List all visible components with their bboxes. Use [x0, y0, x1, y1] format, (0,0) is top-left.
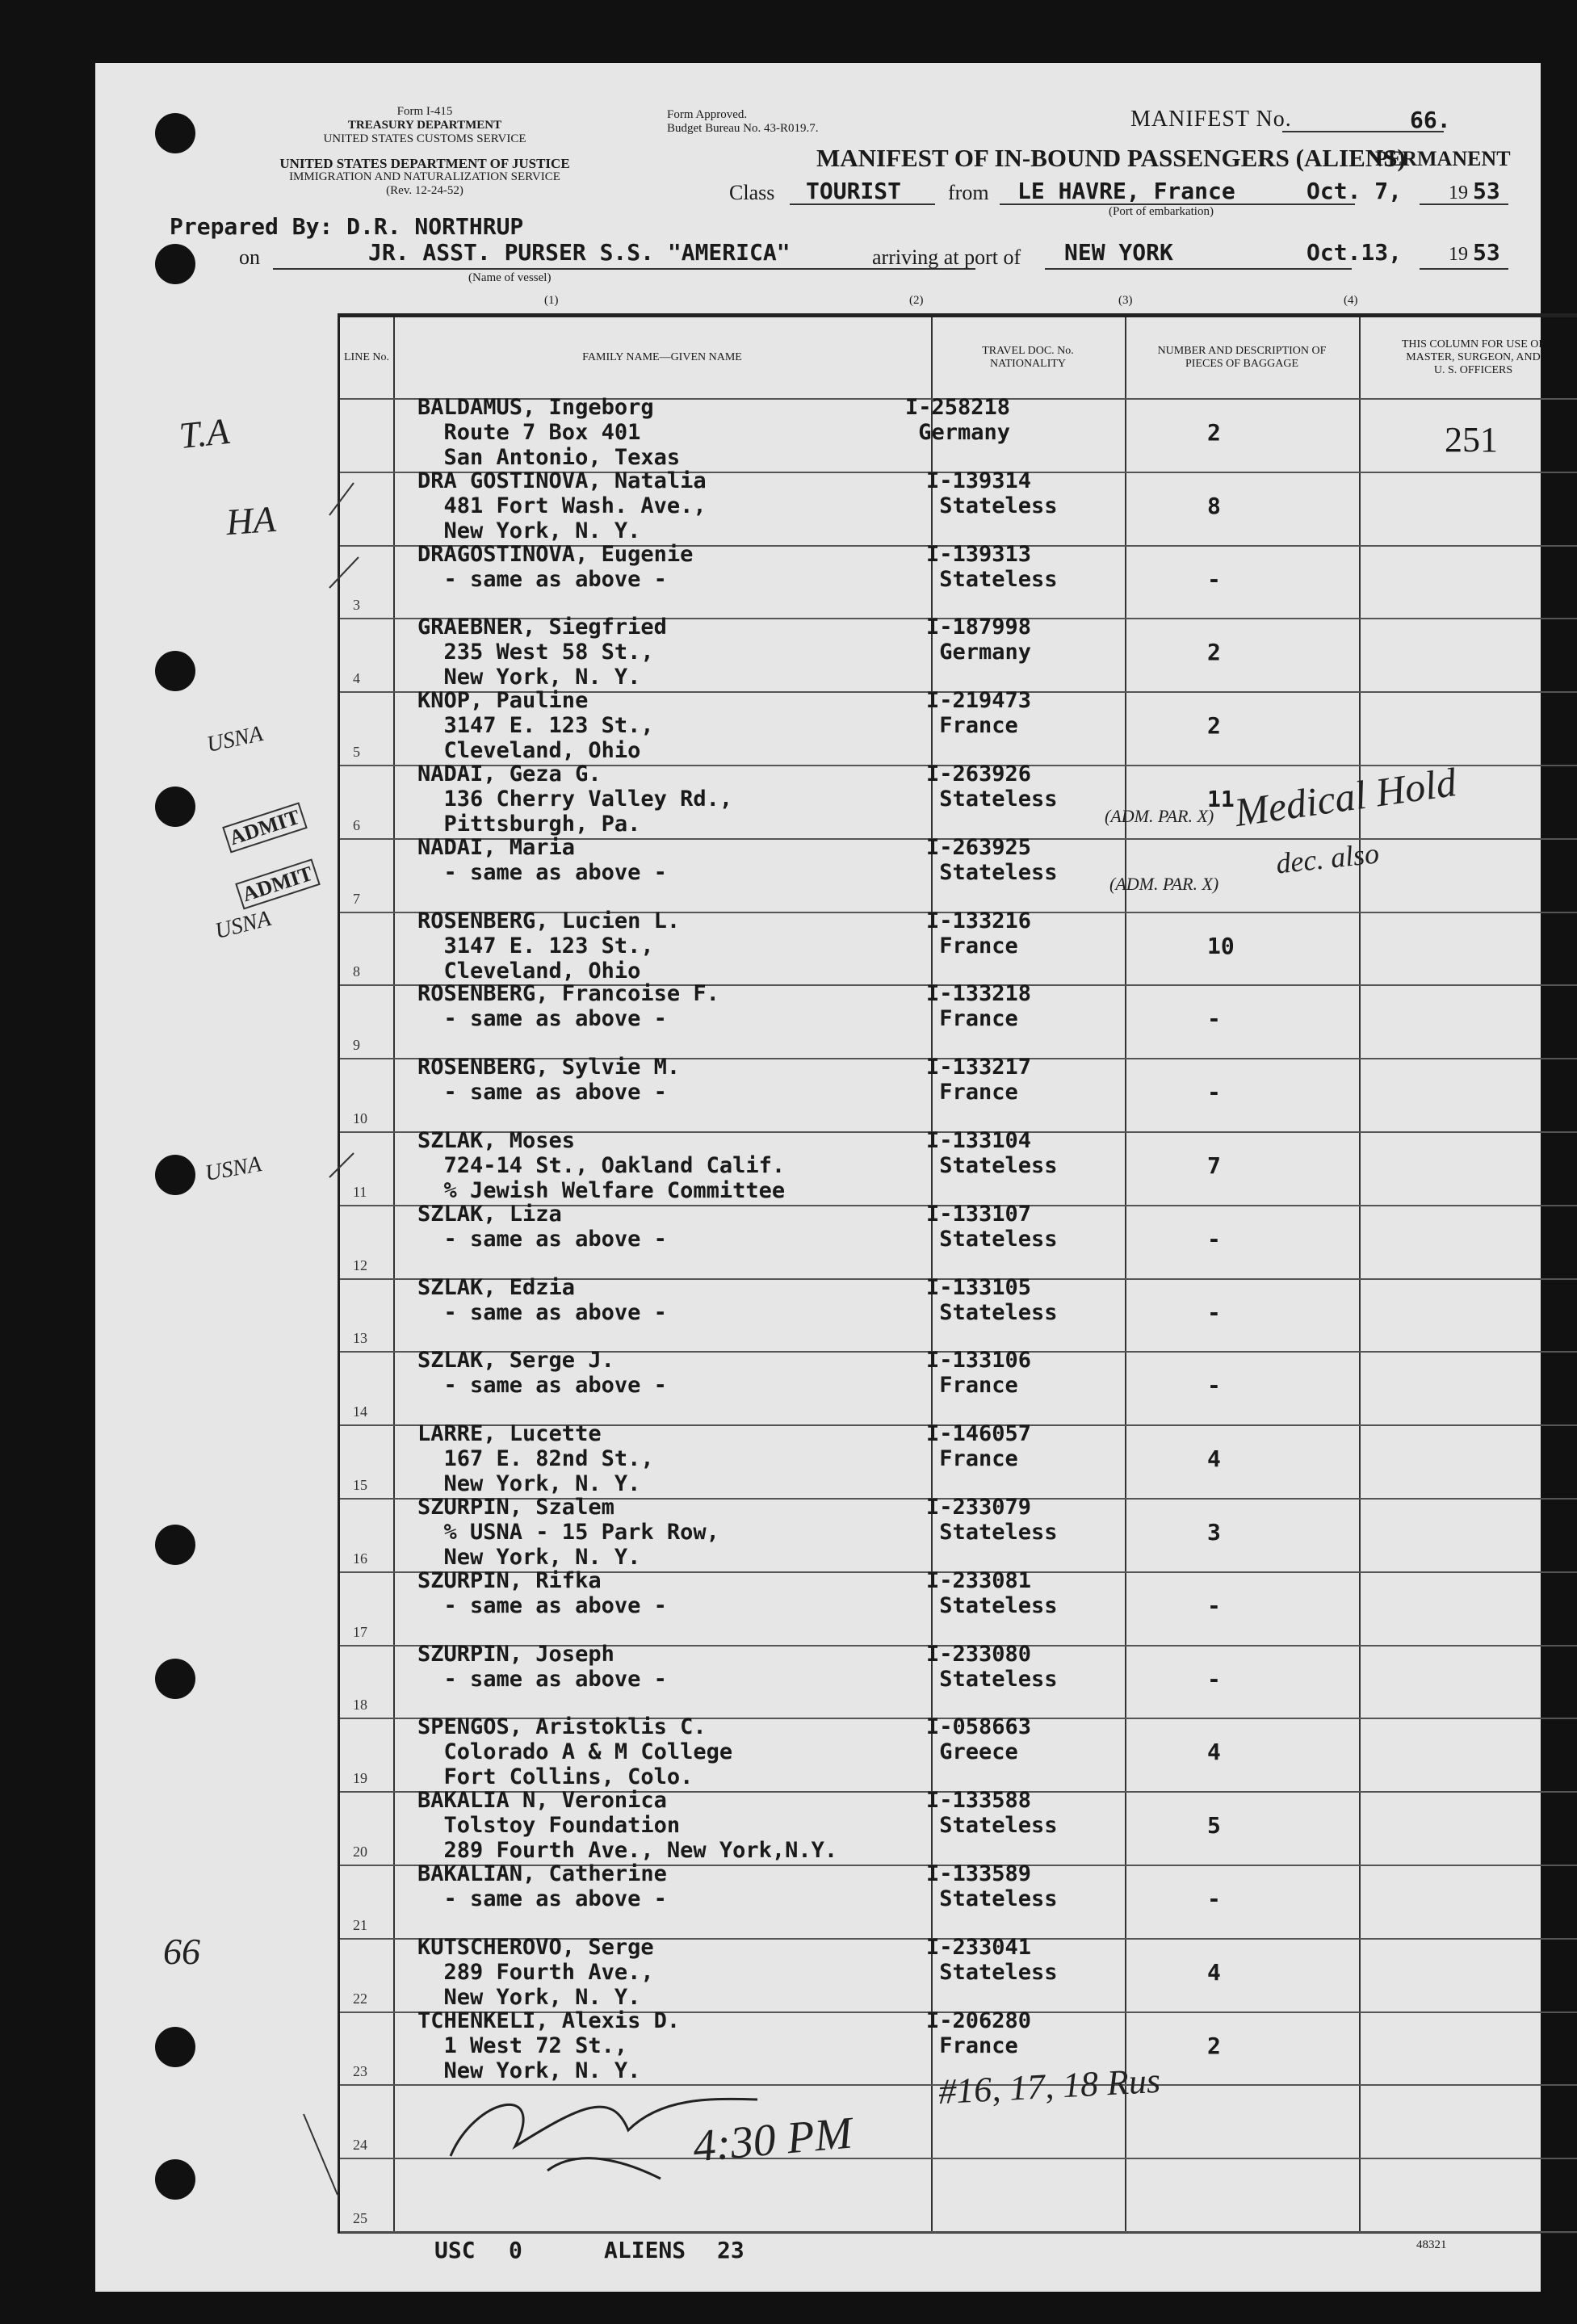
passenger-name: ROSENBERG, Lucien L. 3147 E. 123 St., Cleveland, Ohio	[417, 908, 681, 984]
passenger-name: SZLAK, Edzia - same as above -	[417, 1274, 667, 1325]
on-label: on	[239, 245, 260, 269]
annotation-usna-2: USNA	[212, 906, 274, 945]
travel-doc: I-233080 Stateless	[926, 1641, 1058, 1692]
line-number: 25	[353, 2209, 367, 2226]
baggage-count: 8	[1207, 492, 1221, 519]
travel-doc: I-058663 Greece	[926, 1714, 1032, 1765]
baggage-count: 11	[1207, 786, 1235, 812]
passenger-name: KUTSCHEROVO, Serge 289 Fourth Ave., New York, N. Y.	[417, 1934, 654, 2010]
arrival-year: 53	[1473, 239, 1500, 266]
annotation-same-hold: dec. also	[1274, 837, 1381, 880]
passenger-name: SPENGOS, Aristoklis C. Colorado A & M College Fort Collins, Colo.	[417, 1714, 733, 1790]
annotation-ha: HA	[224, 497, 278, 543]
manifest-label: MANIFEST No.	[1130, 107, 1292, 132]
usc-label: USC	[434, 2237, 476, 2263]
arrival-year-prefix: 19	[1449, 244, 1468, 265]
line-number: 19	[353, 1770, 367, 1787]
header-name: FAMILY NAME—GIVEN NAME	[582, 351, 742, 363]
travel-doc: I-219473 France	[926, 688, 1032, 739]
passenger-name: DRAGOSTINOVA, Eugenie - same as above -	[417, 541, 694, 592]
departure-year-prefix: 19	[1449, 182, 1468, 203]
travel-doc: I-133218 France	[926, 981, 1032, 1032]
travel-doc: I-133107 Stateless	[926, 1201, 1058, 1252]
manifest-title: MANIFEST OF IN-BOUND PASSENGERS (ALIENS)	[816, 144, 1406, 172]
travel-doc: I-263925 Stateless	[926, 834, 1058, 885]
aliens-count: 23	[717, 2237, 744, 2263]
manifest-number: 66.	[1410, 107, 1451, 133]
baggage-count: 2	[1207, 712, 1221, 740]
travel-doc: I-133589 Stateless	[926, 1861, 1058, 1911]
travel-doc: I-206280 France	[926, 2007, 1032, 2058]
baggage-count: -	[1207, 1372, 1221, 1399]
usc-count: 0	[509, 2237, 522, 2263]
header-doc: TRAVEL DOC. No. NATIONALITY	[982, 345, 1074, 370]
line-number: 8	[353, 963, 360, 980]
passenger-name: GRAEBNER, Siegfried 235 West 58 St., New York, N. Y.	[417, 615, 667, 690]
arriving-label: arriving at port of	[872, 245, 1021, 269]
pencil-line	[329, 483, 354, 515]
embarkation-port: LE HAVRE, France	[1017, 178, 1235, 204]
annotation-medical-hold: Medical Hold	[1231, 759, 1459, 835]
line-number: 21	[353, 1916, 367, 1933]
signature-stroke	[547, 2158, 661, 2179]
baggage-count: 4	[1207, 1739, 1221, 1766]
baggage-count: -	[1207, 1665, 1221, 1693]
travel-doc: I-233079 Stateless	[926, 1495, 1058, 1545]
travel-doc: I-133105 Stateless	[926, 1274, 1058, 1325]
passenger-name: ROSENBERG, Francoise F. - same as above -	[417, 981, 719, 1032]
signature-stroke	[451, 2099, 757, 2156]
annotation-admit-stamp-2: ADMIT	[235, 858, 320, 909]
baggage-count: 4	[1207, 1445, 1221, 1473]
travel-doc: I-133216 France	[926, 908, 1032, 959]
doj: UNITED STATES DEPARTMENT OF JUSTICE	[279, 156, 570, 171]
class-label: Class	[729, 181, 775, 204]
line-number: 23	[353, 2063, 367, 2080]
approved-text: Form Approved.	[667, 108, 748, 121]
from-label: from	[948, 181, 989, 204]
handwriting-marks	[95, 63, 1541, 2292]
annotation-usna-1: USNA	[204, 721, 266, 757]
annotation-rows-note: #16, 17, 18 Rus	[937, 2060, 1162, 2112]
baggage-count: -	[1207, 1005, 1221, 1033]
class-value: TOURIST	[806, 178, 902, 204]
travel-doc: I-133104 Stateless	[926, 1128, 1058, 1178]
col-number-4: (4)	[1344, 294, 1358, 307]
embarkation-label: (Port of embarkation)	[1109, 205, 1214, 218]
arrival-port: NEW YORK	[1064, 239, 1173, 266]
col-number-3: (3)	[1118, 294, 1133, 307]
customs-service: UNITED STATES CUSTOMS SERVICE	[323, 132, 526, 145]
annotation-time: 4:30 PM	[690, 2108, 854, 2172]
baggage-count: 4	[1207, 1958, 1221, 1986]
budget-text: Budget Bureau No. 43-R019.7.	[667, 122, 819, 135]
line-number: 5	[353, 743, 360, 760]
departure-year: 53	[1473, 178, 1500, 204]
travel-doc: I-187998 Germany	[926, 615, 1032, 665]
passenger-name: BAKALIA N, Veronica Tolstoy Foundation 289 Fourth Ave., New York,N.Y.	[417, 1788, 838, 1864]
annotation-adm-par-1: (ADM. PAR. X)	[1105, 806, 1214, 826]
stamp-number: 48321	[1416, 2238, 1447, 2251]
baggage-count: 5	[1207, 1812, 1221, 1839]
arrival-date: Oct.13,	[1306, 239, 1403, 266]
departure-date: Oct. 7,	[1306, 178, 1403, 204]
baggage-count: 2	[1207, 419, 1221, 446]
line-number: 10	[353, 1110, 367, 1126]
pencil-line	[329, 1153, 354, 1177]
passenger-name: BAKALIAN, Catherine - same as above -	[417, 1861, 667, 1911]
annotation-usna-3: USNA	[203, 1152, 264, 1186]
permanent-label: PERMANENT	[1375, 147, 1511, 170]
baggage-count: -	[1207, 565, 1221, 593]
annotation-66: 66	[163, 1931, 200, 1972]
baggage-count: -	[1207, 1298, 1221, 1326]
passenger-name: NADAI, Maria - same as above -	[417, 834, 667, 885]
annotation-ta: T.A	[177, 409, 232, 457]
line-number: 11	[353, 1183, 367, 1200]
line-number: 7	[353, 890, 360, 907]
travel-doc: I-233041 Stateless	[926, 1934, 1058, 1985]
passenger-name: DRA GOSTINOVA, Natalia 481 Fort Wash. Ave., New York, N. Y.	[417, 468, 707, 543]
passenger-name: SZLAK, Serge J. - same as above -	[417, 1348, 667, 1399]
travel-doc: I-258218 Germany	[905, 395, 1011, 445]
passenger-name: SZLAK, Moses 724-14 St., Oakland Calif. % Jewish Welfare Committee	[417, 1128, 786, 1203]
treasury-dept: TREASURY DEPARTMENT	[347, 119, 502, 132]
passenger-name: LARRE, Lucette 167 E. 82nd St., New York, N. Y.	[417, 1421, 654, 1497]
officer-number: 251	[1445, 420, 1498, 459]
vessel-label: (Name of vessel)	[468, 271, 552, 284]
travel-doc: I-139313 Stateless	[926, 541, 1058, 592]
baggage-count: -	[1207, 1225, 1221, 1252]
travel-doc: I-133106 France	[926, 1348, 1032, 1399]
ins: IMMIGRATION AND NATURALIZATION SERVICE	[289, 170, 560, 183]
baggage-count: -	[1207, 1592, 1221, 1619]
travel-doc: I-233081 Stateless	[926, 1567, 1058, 1618]
pencil-line	[329, 557, 359, 588]
annotation-admit-stamp-1: ADMIT	[222, 802, 307, 853]
passenger-name: SZURPIN, Szalem % USNA - 15 Park Row, New York, N. Y.	[417, 1495, 719, 1570]
col-number-1: (1)	[544, 294, 559, 307]
travel-doc: I-263926 Stateless	[926, 761, 1058, 812]
header-line-no: LINE No.	[344, 351, 389, 363]
baggage-count: 7	[1207, 1152, 1221, 1179]
header-officers: THIS COLUMN FOR USE OF MASTER, SURGEON, AND U. S. OFFICERS	[1401, 338, 1546, 376]
passenger-name: TCHENKELI, Alexis D. 1 West 72 St., New York, N. Y.	[417, 2007, 681, 2083]
line-number: 3	[353, 597, 360, 614]
pencil-line	[304, 2114, 338, 2195]
baggage-count: -	[1207, 1079, 1221, 1106]
line-number: 15	[353, 1476, 367, 1493]
travel-doc: I-133588 Stateless	[926, 1788, 1058, 1839]
col-number-2: (2)	[909, 294, 924, 307]
line-number: 24	[353, 2137, 367, 2154]
vessel-name: JR. ASST. PURSER S.S. "AMERICA"	[368, 239, 791, 266]
passenger-name: SZURPIN, Rifka - same as above -	[417, 1567, 667, 1618]
baggage-count: 2	[1207, 2032, 1221, 2059]
travel-doc: I-139314 Stateless	[926, 468, 1058, 518]
line-number: 18	[353, 1697, 367, 1714]
passenger-name: NADAI, Geza G. 136 Cherry Valley Rd., Pittsburgh, Pa.	[417, 761, 733, 837]
form-number: Form I-415	[396, 105, 453, 118]
baggage-count: 2	[1207, 639, 1221, 666]
annotation-adm-par-2: (ADM. PAR. X)	[1109, 874, 1219, 894]
line-number: 20	[353, 1843, 367, 1860]
line-number: 22	[353, 1990, 367, 2007]
line-number: 13	[353, 1330, 367, 1347]
baggage-count: 10	[1207, 932, 1235, 959]
header-baggage: NUMBER AND DESCRIPTION OF PIECES OF BAGGAGE	[1157, 345, 1327, 370]
passenger-name: SZURPIN, Joseph - same as above -	[417, 1641, 667, 1692]
passenger-name: SZLAK, Liza - same as above -	[417, 1201, 667, 1252]
prepared-by: Prepared By: D.R. NORTHRUP	[170, 213, 524, 240]
travel-doc: I-133217 France	[926, 1055, 1032, 1105]
baggage-count: -	[1207, 1886, 1221, 1912]
aliens-label: ALIENS	[604, 2237, 686, 2263]
baggage-count: 3	[1207, 1519, 1221, 1546]
passenger-name: KNOP, Pauline 3147 E. 123 St., Cleveland, Ohio	[417, 688, 654, 764]
line-number: 6	[353, 816, 360, 833]
travel-doc: I-146057 France	[926, 1421, 1032, 1472]
passenger-name: ROSENBERG, Sylvie M. - same as above -	[417, 1055, 681, 1105]
line-number: 17	[353, 1623, 367, 1640]
passenger-name: BALDAMUS, Ingeborg Route 7 Box 401 San Antonio, Texas	[417, 395, 681, 470]
line-number: 9	[353, 1037, 360, 1054]
revision: (Rev. 12-24-52)	[386, 184, 463, 197]
line-number: 4	[353, 670, 360, 687]
line-number: 14	[353, 1403, 367, 1420]
line-number: 12	[353, 1256, 367, 1273]
line-number: 16	[353, 1550, 367, 1567]
manifest-page	[95, 63, 1546, 2292]
